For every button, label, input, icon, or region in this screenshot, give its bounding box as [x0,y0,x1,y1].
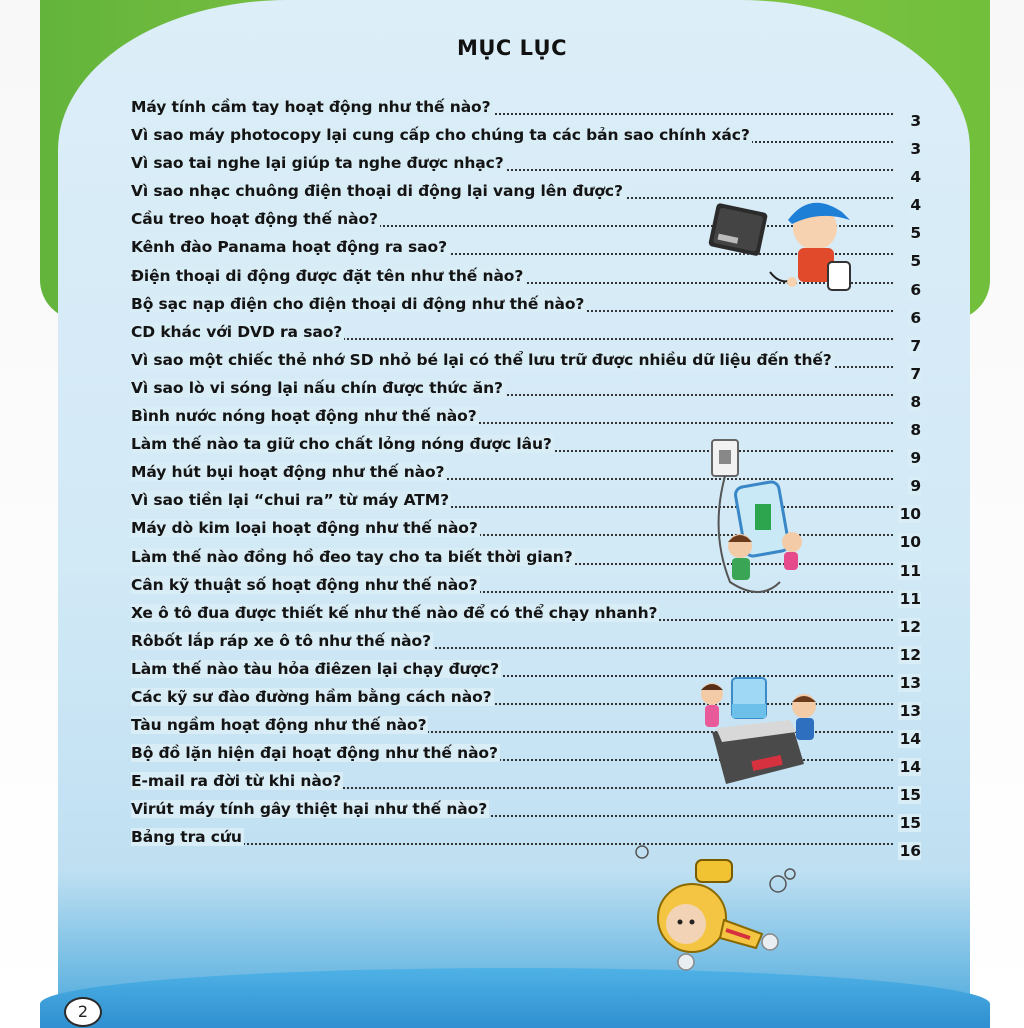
toc-entry-title: Bảng tra cứu [131,828,242,847]
toc-entry-page: 14 [899,758,921,777]
toc-entry[interactable] [131,96,921,130]
toc-entry-page: 14 [899,730,921,749]
toc-entry-title: Bình nước nóng hoạt động như thế nào? [131,407,477,426]
toc-entry[interactable] [131,321,921,355]
toc-entry-page: 15 [899,814,921,833]
page-number: 2 [64,997,102,1027]
toc-entry-title: Máy tính cầm tay hoạt động như thế nào? [131,98,491,116]
toc-entry-page: 3 [910,140,921,159]
toc-entry-title: Cân kỹ thuật số hoạt động như thế nào? [131,575,478,594]
toc-entry-page: 4 [910,168,921,187]
toc-entry[interactable] [131,152,921,187]
charger-phone-illustration [700,432,820,602]
toc-entry-title: Vì sao lò vi sóng lại nấu chín được thức ăn? [131,378,503,397]
toc-entry-page: 13 [899,673,921,692]
toc-entry-page: 5 [910,252,921,271]
toc-entry-title: Máy hút bụi hoạt động như thế nào? [131,463,445,482]
toc-entry-page: 8 [910,421,921,440]
toc-entry-page: 6 [910,308,921,327]
toc-entry-title: E-mail ra đời từ khi nào? [131,772,342,791]
toc-entry[interactable] [131,377,921,411]
toc-entry-title: Kênh đào Panama hoạt động ra sao? [131,238,447,257]
toc-entry-title: Tàu ngầm hoạt động như thế nào? [131,716,427,735]
toc-entry-title: Các kỹ sư đào đường hầm bằng cách nào? [131,687,492,706]
page-title: MỤC LỤC [456,36,568,60]
toc-entry-title: Làm thế nào tàu hỏa điêzen lại chạy được? [131,659,500,678]
toc-entry-page: 9 [910,477,921,496]
toc-entry-page: 13 [899,701,921,720]
toc-entry-title: Bộ sạc nạp điện cho điện thoại di động như thế nào? [131,294,585,313]
diver-illustration [630,838,800,978]
toc-entry-title: Xe ô tô đua được thiết kế như thế nào để có thể chạy nhanh? [131,603,658,622]
toc-entry[interactable] [131,124,921,159]
toc-entry-title: Vì sao một chiếc thẻ nhớ SD nhỏ bé lại có thể lưu trữ được nhiều dữ liệu đến thế? [131,350,832,369]
toc-entry-page: 9 [910,449,921,468]
toc-entry-title: Virút máy tính gây thiệt hại như thế nào? [131,800,488,819]
toc-entry[interactable] [131,630,921,664]
toc-entry-title: Bộ đồ lặn hiện đại hoạt động như thế nào? [131,744,498,763]
toc-entry-title: Cầu treo hoạt động thế nào? [131,210,378,229]
toc-entry-title: Làm thế nào ta giữ cho chất lỏng nóng được lâu? [131,435,552,454]
toc-entry-page: 12 [899,617,921,636]
toc-entry[interactable] [131,798,921,833]
toc-entry-page: 12 [899,645,921,664]
toc-entry-page: 10 [899,505,921,524]
toc-entry-title: Rôbốt lắp ráp xe ô tô như thế nào? [131,631,431,650]
toc-entry-title: Điện thoại di động được đặt tên như thế nào? [131,266,524,285]
toc-entry-title: Vì sao nhạc chuông điện thoại di động lại vang lên được? [131,182,623,201]
toc-entry-page: 11 [899,589,921,608]
toc-entry-page: 8 [910,392,921,411]
toc-entry-page: 11 [899,561,921,580]
toc-entry-title: Vì sao máy photocopy lại cung cấp cho chúng ta các bản sao chính xác? [131,126,750,145]
toc-entry[interactable] [131,826,921,861]
toc-entry-page: 10 [899,533,921,552]
digital-scale-illustration [692,672,832,792]
toc-entry[interactable] [131,405,921,440]
toc-entry-page: 7 [910,364,921,383]
toc-entry-page: 15 [899,786,921,805]
toc-entry-title: Vì sao tiền lại “chui ra” từ máy ATM? [131,491,449,510]
toc-entry-title: Vì sao tai nghe lại giúp ta nghe được nhạc? [131,154,504,173]
toc-entry-page: 16 [899,842,921,861]
sd-card-kid-illustration [700,190,870,300]
toc-entry-title: Máy dò kim loại hoạt động như thế nào? [131,519,478,538]
toc-entry-page: 7 [910,336,921,355]
toc-entry-page: 4 [910,196,921,215]
toc-entry-page: 6 [910,280,921,299]
toc-entry-title: Làm thế nào đồng hồ đeo tay cho ta biết thời gian? [131,547,573,566]
toc-entry[interactable] [131,349,921,383]
toc-entry-page: 3 [910,112,921,130]
toc-entry-title: CD khác với DVD ra sao? [131,322,343,341]
toc-entry-page: 5 [910,224,921,243]
toc-entry[interactable] [131,602,921,636]
